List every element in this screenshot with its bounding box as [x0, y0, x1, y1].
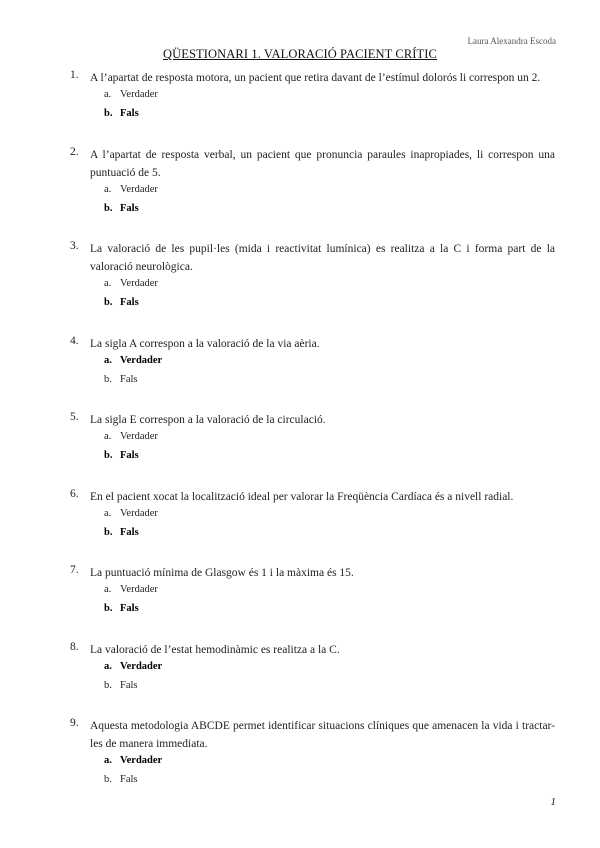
option-letter: a. [104, 355, 112, 366]
question-text: Aquesta metodologia ABCDE permet identificar situacions clíniques que amenacen la vida i tractar-les de manera immediata. [90, 720, 555, 750]
question-text: En el pacient xocat la localització ideal per valorar la Freqüència Cardíaca és a nivell radial. [90, 491, 514, 503]
answer-option-b[interactable] [104, 295, 555, 314]
answer-option-a[interactable] [104, 87, 555, 106]
option-label: Fals [120, 203, 139, 214]
option-letter: a. [104, 89, 112, 100]
question-text: La valoració de l’estat hemodinàmic es realitza a la C. [90, 644, 340, 656]
question-number: 5. [70, 411, 79, 423]
option-letter: a. [104, 755, 112, 766]
question-number: 8. [70, 641, 79, 653]
option-label: Verdader [120, 184, 158, 195]
option-label: Fals [120, 603, 139, 614]
question [70, 411, 555, 467]
option-label: Fals [120, 774, 138, 785]
question-number: 3. [70, 240, 79, 252]
question-text: A l’apartat de resposta verbal, un pacient que pronuncia paraules inapropiades, li correspon una puntuació de 5. [90, 149, 555, 179]
answer-option-b[interactable] [104, 201, 555, 220]
option-letter: b. [104, 450, 113, 461]
question [70, 146, 555, 220]
option-label: Verdader [120, 278, 158, 289]
question-text: La sigla A correspon a la valoració de la via aèria. [90, 338, 320, 350]
option-label: Fals [120, 297, 139, 308]
answer-option-a[interactable] [104, 429, 555, 448]
answer-option-b[interactable] [104, 372, 555, 391]
option-letter: b. [104, 297, 113, 308]
answer-option-b[interactable] [104, 448, 555, 467]
question-number: 7. [70, 564, 79, 576]
question-number: 6. [70, 488, 79, 500]
option-label: Fals [120, 450, 139, 461]
option-letter: a. [104, 661, 112, 672]
question [70, 564, 555, 620]
question [70, 641, 555, 697]
answer-option-a[interactable] [104, 182, 555, 201]
answer-option-a[interactable] [104, 506, 555, 525]
answer-option-b[interactable] [104, 106, 555, 125]
option-label: Fals [120, 527, 139, 538]
author-name: Laura Alexandra Escoda [467, 36, 556, 46]
answer-option-a[interactable] [104, 753, 555, 772]
option-label: Verdader [120, 431, 158, 442]
option-letter: b. [104, 774, 112, 785]
option-letter: a. [104, 584, 112, 595]
answer-option-b[interactable] [104, 772, 555, 791]
question-text: La puntuació mínima de Glasgow és 1 i la màxima és 15. [90, 567, 354, 579]
answer-option-a[interactable] [104, 276, 555, 295]
question [70, 69, 555, 125]
option-letter: b. [104, 603, 113, 614]
question-number: 4. [70, 335, 79, 347]
question [70, 488, 555, 544]
answer-option-b[interactable] [104, 601, 555, 620]
answer-option-a[interactable] [104, 353, 555, 372]
question-text: A l’apartat de resposta motora, un pacient que retira davant de l’estímul dolorós li correspon un 2. [90, 72, 541, 84]
option-letter: a. [104, 508, 112, 519]
question [70, 717, 555, 791]
document-title: QÜESTIONARI 1. VALORACIÓ PACIENT CRÍTIC [163, 47, 437, 61]
answer-option-a[interactable] [104, 659, 555, 678]
question-text: La sigla E correspon a la valoració de la circulació. [90, 414, 326, 426]
option-letter: a. [104, 278, 112, 289]
option-label: Verdader [120, 355, 163, 366]
option-letter: b. [104, 108, 113, 119]
answer-option-b[interactable] [104, 678, 555, 697]
option-letter: b. [104, 203, 113, 214]
page-number: 1 [550, 796, 556, 808]
option-label: Verdader [120, 755, 163, 766]
option-letter: a. [104, 184, 112, 195]
option-label: Verdader [120, 508, 158, 519]
option-label: Fals [120, 374, 138, 385]
answer-option-b[interactable] [104, 525, 555, 544]
question [70, 335, 555, 391]
option-label: Fals [120, 680, 138, 691]
question-number: 2. [70, 146, 79, 158]
question-number: 1. [70, 69, 79, 81]
question [70, 240, 555, 314]
option-label: Fals [120, 108, 139, 119]
question-number: 9. [70, 717, 79, 729]
option-label: Verdader [120, 89, 158, 100]
option-label: Verdader [120, 661, 163, 672]
option-letter: b. [104, 527, 113, 538]
option-letter: a. [104, 431, 112, 442]
question-text: La valoració de les pupil·les (mida i reactivitat lumínica) es realitza a la C i forma part de la valoració neurològica. [90, 243, 555, 273]
option-label: Verdader [120, 584, 158, 595]
option-letter: b. [104, 680, 112, 691]
option-letter: b. [104, 374, 112, 385]
answer-option-a[interactable] [104, 582, 555, 601]
